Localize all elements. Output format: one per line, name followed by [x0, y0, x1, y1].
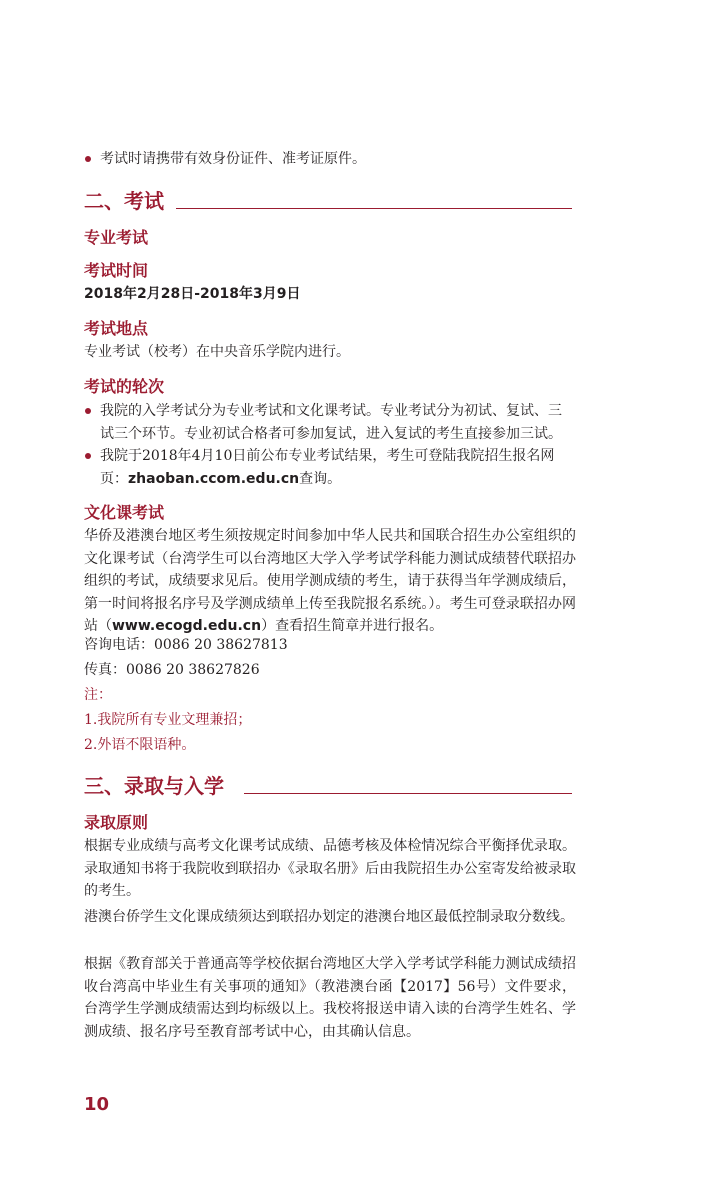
admission-website-link[interactable]: zhaoban.ccom.edu.cn	[128, 471, 300, 487]
subheading-admission-principle: 录取原则	[84, 813, 149, 832]
bullet-item-id-docs	[84, 148, 574, 171]
bullet-text: 我院的入学考试分为专业考试和文化课考试。专业考试分为初试、复试、三试三个环节。专业初试合格者可参加复试，进入复试的考生直接参加三试。	[100, 403, 562, 442]
subheading-exam-place: 考试地点	[84, 319, 149, 338]
section-title-admission: 三、录取与入学	[84, 774, 224, 798]
bullet-icon	[85, 408, 91, 414]
exam-time-value: 2018年2月28日-2018年3月9日	[84, 286, 301, 302]
subheading-professional-exam: 专业考试	[84, 228, 149, 247]
section-rule	[176, 208, 572, 209]
exam-place-value: 专业考试（校考）在中央音乐学院内进行。	[84, 344, 350, 360]
note-item-1: 1.我院所有专业文理兼招；	[84, 712, 252, 728]
note-label: 注：	[84, 687, 112, 703]
bullet-icon	[85, 156, 91, 162]
subheading-exam-time: 考试时间	[84, 261, 149, 280]
ecogd-website-link[interactable]: www.ecogd.edu.cn	[112, 618, 262, 634]
subheading-exam-rounds: 考试的轮次	[84, 377, 165, 396]
bullet-item-rounds	[84, 400, 574, 446]
subheading-culture-exam: 文化课考试	[84, 503, 165, 522]
page-number: 10	[84, 1094, 110, 1115]
bullet-text-pre: 我院于2018年4月10日前公布专业考试结果，考生可登陆我院招生报名网页：	[100, 448, 555, 487]
admission-paragraph-1: 根据专业成绩与高考文化课考试成绩、品德考核及体检情况综合平衡择优录取。录取通知书将于我院收到联招办《录取名册》后由我院招生办公室寄发给被录取的考生。	[84, 838, 576, 899]
culture-text-post: ）查看招生简章并进行报名。	[261, 618, 444, 634]
contact-phone: 咨询电话：0086 20 38627813	[84, 637, 288, 653]
contact-fax: 传真：0086 20 38627826	[84, 662, 260, 678]
culture-exam-paragraph	[84, 525, 576, 638]
bullet-icon	[85, 453, 91, 459]
section-rule	[244, 793, 572, 794]
admission-paragraph-3: 根据《教育部关于普通高等学校依据台湾地区大学入学考试学科能力测试成绩招收台湾高中毕业生有关事项的通知》（教港澳台函【2017】56号）文件要求，台湾学生学测成绩需达到均标级以上。我校将报送申请入读的台湾学生姓名、学测成绩、报名序号至教育部考试中心，由其确认信息。	[84, 956, 576, 1040]
note-item-2: 2.外语不限语种。	[84, 737, 196, 753]
bullet-text: 考试时请携带有效身份证件、准考证原件。	[100, 151, 366, 167]
section-title-exam: 二、考试	[84, 189, 164, 213]
bullet-item-results	[84, 445, 574, 491]
admission-paragraph-2: 港澳台侨学生文化课成绩须达到联招办划定的港澳台地区最低控制录取分数线。	[84, 909, 574, 925]
bullet-text-post: 查询。	[299, 471, 342, 487]
culture-text-pre: 华侨及港澳台地区考生须按规定时间参加中华人民共和国联合招生办公室组织的文化课考试（台湾学生可以台湾地区大学入学考试学科能力测试成绩替代联招办组织的考试，成绩要求见后。使用学测成绩的考生，请于获得当年学测成绩后，第一时间将报名序号及学测成绩单上传至我院报名系统。）。考生可登录联招办网站（	[84, 528, 576, 634]
